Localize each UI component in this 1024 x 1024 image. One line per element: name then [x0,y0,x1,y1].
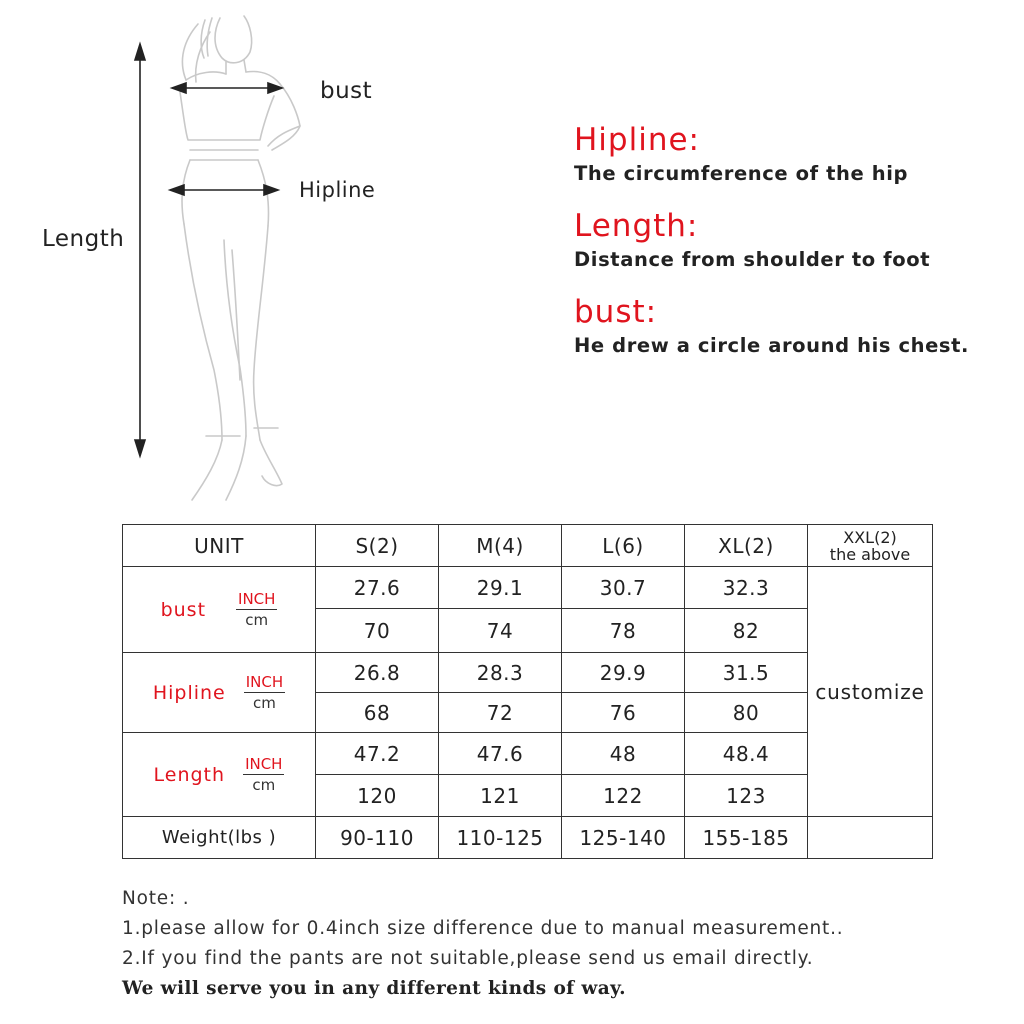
notes-title: Note: . [122,888,190,909]
cell-value: 122 [562,775,685,817]
header-unit: UNIT [123,525,316,567]
table-row-weight [123,817,933,859]
unit-fraction [243,755,284,794]
cell-value: 28.3 [439,653,562,693]
unit-fraction [236,590,277,629]
cell-value: 125-140 [562,817,685,859]
header-xxl-line1: XXL(2) [843,527,897,547]
cell-value: 29.9 [562,653,685,693]
cell-value: 31.5 [685,653,808,693]
note-line-2: 2.If you find the pants are not suitable,please send us email directly. [122,948,814,969]
definition-title: bust: [574,294,658,330]
customize-cell: customize [808,567,933,817]
body-measurement-figure [0,0,520,520]
cell-value: 123 [685,775,808,817]
definition-title: Hipline: [574,122,700,158]
definition-hipline [574,120,1004,188]
header-size-m: M(4) [439,525,562,567]
cell-value: 72 [439,693,562,733]
unit-inch: INCH [245,673,284,691]
size-chart-table [122,524,933,859]
cell-value: 155-185 [685,817,808,859]
cell-value: 47.2 [316,733,439,775]
row-label-weight: Weight(lbs ) [123,817,316,859]
row-label-length [123,733,316,817]
table-header-row [123,525,933,567]
definitions [574,120,1004,378]
bust-label: bust [320,78,373,104]
row-label-text: bust [160,598,207,621]
cell-value: 68 [316,693,439,733]
table-row [123,567,933,609]
row-label-text: Length [153,763,226,786]
cell-value: 78 [562,609,685,653]
row-label-bust [123,567,316,653]
unit-cm: cm [253,694,276,712]
definition-title: Length: [574,208,699,244]
cell-value: 32.3 [685,567,808,609]
notes-section [122,884,1002,1004]
cell-value: 82 [685,609,808,653]
definition-bust [574,292,1004,360]
length-label: Length [42,226,125,252]
cell-value: 70 [316,609,439,653]
empty-cell [808,817,933,859]
unit-cm: cm [252,776,276,794]
definition-length [574,206,1004,274]
definition-text: Distance from shoulder to foot [574,248,931,271]
note-line-3: We will serve you in any different kinds of way. [122,978,626,999]
unit-cm: cm [245,611,269,629]
cell-value: 26.8 [316,653,439,693]
cell-value: 48 [562,733,685,775]
unit-fraction [244,673,285,712]
row-label-text: Hipline [152,681,226,704]
header-size-xxl [808,525,933,567]
row-label-hipline [123,653,316,733]
hipline-label: Hipline [299,178,376,202]
header-size-xl: XL(2) [685,525,808,567]
cell-value: 76 [562,693,685,733]
cell-value: 29.1 [439,567,562,609]
cell-value: 27.6 [316,567,439,609]
cell-value: 30.7 [562,567,685,609]
cell-value: 120 [316,775,439,817]
header-size-s: S(2) [316,525,439,567]
cell-value: 121 [439,775,562,817]
cell-value: 48.4 [685,733,808,775]
cell-value: 110-125 [439,817,562,859]
body-silhouette-illustration [0,0,520,520]
definition-text: He drew a circle around his chest. [574,334,970,357]
cell-value: 47.6 [439,733,562,775]
unit-inch: INCH [238,590,276,608]
header-xxl-line2: the above [829,544,911,564]
note-line-1: 1.please allow for 0.4inch size difference due to manual measurement.. [122,918,844,939]
unit-inch: INCH [245,755,283,773]
definition-text: The circumference of the hip [574,162,909,185]
header-size-l: L(6) [562,525,685,567]
cell-value: 80 [685,693,808,733]
cell-value: 74 [439,609,562,653]
cell-value: 90-110 [316,817,439,859]
